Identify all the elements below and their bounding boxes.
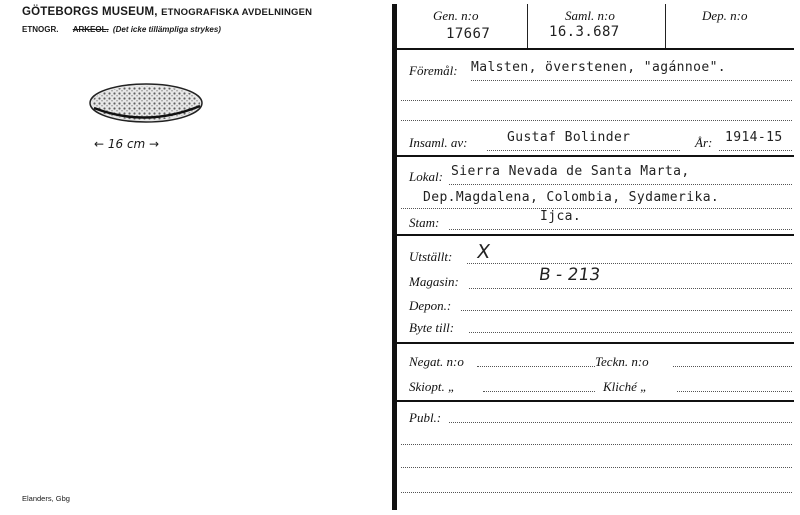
publ-line-2 [401,444,792,445]
publ-line-3 [401,467,792,468]
magasin-line [469,288,792,289]
dep-label: Dep. n:o [702,8,748,23]
department-name: ETNOGRAFISKA AVDELNINGEN [161,7,313,18]
stam-line [449,229,792,230]
catalog-form [397,4,800,510]
magasin-label: Magasin: [409,274,459,289]
utstallt-value: X [475,241,492,263]
lokal-value: Sierra Nevada de Santa Marta, [451,164,690,179]
lokal-line [449,184,792,185]
box-divider [665,4,666,48]
utstallt-line [467,263,792,264]
foremal-label: Föremål: [409,63,458,78]
byte-line [469,332,792,333]
printer-mark: Elanders, Gbg [22,494,70,503]
publ-line-4 [401,492,792,493]
form-separator [397,48,794,50]
foremal-line-2 [401,100,792,101]
skiopt-label: Skiopt. „ [409,379,456,394]
skiopt-line [483,391,595,392]
negat-line [477,366,595,367]
magasin-value: B - 213 [537,265,602,285]
struck-section-name: ARKEOL. [72,25,109,34]
lokal-value-2: Dep.Magdalena, Colombia, Sydamerika. [423,190,720,205]
publ-label: Publ.: [409,410,442,425]
teckn-line [673,366,792,367]
form-separator [397,155,794,157]
saml-value: 16.3.687 [549,24,620,40]
form-separator [397,400,794,402]
insaml-label: Insaml. av: [409,135,468,150]
strike-note: (Det icke tillämpliga strykes) [112,25,221,34]
depon-line [461,310,792,311]
insaml-line [487,150,680,151]
scale-label: ← 16 cm → [94,137,160,151]
scale-annotation [94,135,204,155]
form-separator [397,234,794,236]
foremal-line-3 [401,120,792,121]
foremal-value: Malsten, överstenen, "agánnoe". [471,60,727,75]
ar-line [719,150,792,151]
negat-label: Negat. n:o [409,354,464,369]
lokal-label: Lokal: [409,169,443,184]
ar-label: År: [695,135,713,150]
kliche-line [677,391,792,392]
museum-header [22,6,312,18]
teckn-label: Teckn. n:o [595,354,649,369]
byte-label: Byte till: [409,320,455,335]
museum-name: GÖTEBORGS MUSEUM, [22,6,158,18]
insaml-value: Gustaf Bolinder [507,130,631,145]
stam-label: Stam: [409,215,440,230]
foremal-line [471,80,792,81]
utstallt-label: Utställt: [409,249,453,264]
section-line [22,25,221,34]
box-divider [527,4,528,48]
form-separator [397,342,794,344]
saml-label: Saml. n:o [565,8,615,23]
lokal-line-2 [401,208,792,209]
stone-sketch [88,82,204,126]
stam-value: Ijca. [540,209,582,224]
ar-value: 1914-15 [725,130,783,145]
kliche-label: Kliché „ [603,379,648,394]
publ-line [449,422,792,423]
gen-label: Gen. n:o [433,8,479,23]
gen-value: 17667 [446,26,491,42]
depon-label: Depon.: [409,298,452,313]
section-name: ETNOGR. [22,25,59,34]
